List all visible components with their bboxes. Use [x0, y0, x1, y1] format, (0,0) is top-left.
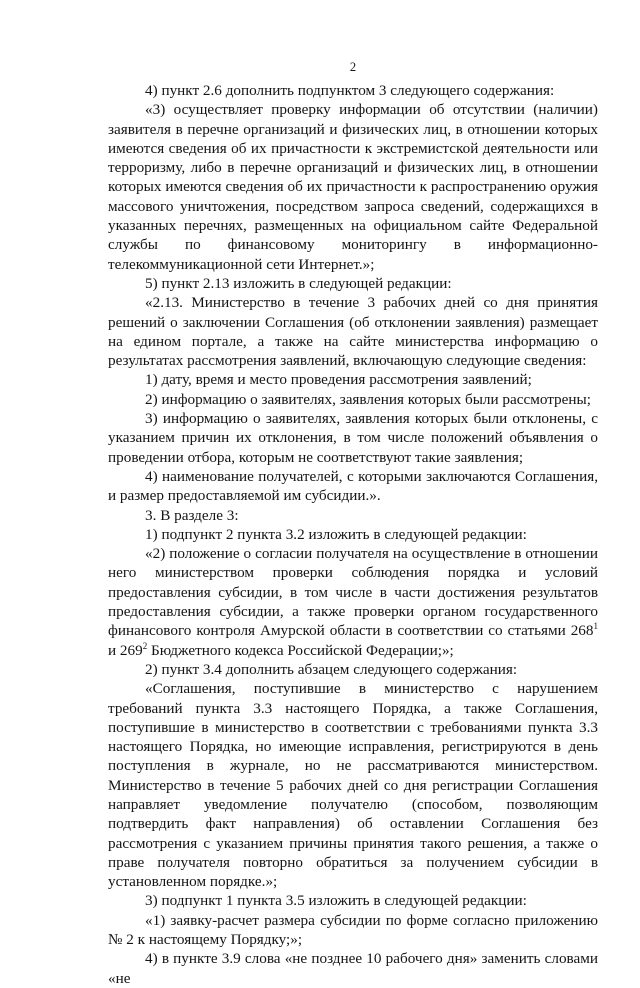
paragraph-agreements-clause: «Соглашения, поступившие в министерство с нарушением требований пункта 3.3 настоящего Порядка, а также Соглашения, поступившие в министерство в соответствии с требованиями пункта 3.3 настоящего Порядка, но имеющие исправления, регистрируются в день поступления в журнале, но не рассматриваются министерством. Министерство в течение 5 рабочих дней со дня регистрации Соглашения направляет уведомление получателю (способом, позволяющим подтвердить факт направления) об оставлении Соглашения без рассмотрения с указанием причины принятия такого решения, а также о праве получателя повторно обратиться за получением субсидии в установленном порядке.»;: [108, 680, 598, 891]
paragraph-consent-clause: [108, 544, 598, 660]
paragraph-section-3-item-1: 1) подпункт 2 пункта 3.2 изложить в следующей редакции:: [145, 525, 527, 543]
superscript-1: 1: [593, 621, 598, 632]
paragraph-section-3-item-4: 4) в пункте 3.9 слова «не позднее 10 рабочего дня» заменить словами «не: [108, 950, 598, 987]
consent-text-part-3: Бюджетного кодекса Российской Федерации;»;: [147, 641, 454, 659]
paragraph-section-3: 3. В разделе 3:: [145, 506, 239, 524]
paragraph-item-4: 4) пункт 2.6 дополнить подпунктом 3 следующего содержания:: [145, 82, 555, 99]
paragraph-list-2: 2) информацию о заявителях, заявления которых были рассмотрены;: [145, 390, 591, 408]
paragraph-list-4: 4) наименование получателей, с которыми заключаются Соглашения, и размер предоставляемой им субсидии.».: [108, 467, 598, 505]
paragraph-clause-2-13: «2.13. Министерство в течение 3 рабочих дней со дня принятия решений о заключении Соглашения (об отклонении заявления) размещает на едином портале, а также на сайте министерства информацию о результатах рассмотрения заявлений, включающую следующие сведения:: [108, 294, 598, 370]
superscript-2: 2: [142, 640, 148, 651]
paragraph-application-clause: «1) заявку-расчет размера субсидии по форме согласно приложению № 2 к настоящему Порядку;»;: [108, 911, 598, 949]
paragraph-list-1: 1) дату, время и место проведения рассмотрения заявлений;: [145, 371, 532, 389]
consent-text-part-1: «2) положение о согласии получателя на осуществление в отношении него министерством проверки соблюдения порядка и условий предоставления субсидии, в том числе в части достижения результатов предоставления субсидии, а также проверки органом государственного финансового контроля Амурской области в соответствии со статьями 268: [108, 545, 598, 640]
paragraph-section-3-item-2: 2) пункт 3.4 дополнить абзацем следующего содержания:: [145, 660, 518, 678]
paragraph-list-3: 3) информацию о заявителях, заявления которых были отклонены, с указанием причин их отклонения, в том числе положений объявления о проведении отбора, которым не соответствуют такие заявления;: [108, 410, 598, 466]
paragraph-item-5: 5) пункт 2.13 изложить в следующей редакции:: [145, 274, 452, 292]
consent-text-part-2: и 269: [108, 641, 143, 659]
paragraph-section-3-item-3: 3) подпункт 1 пункта 3.5 изложить в следующей редакции:: [145, 892, 527, 910]
paragraph-subitem-3-text: «3) осуществляет проверку информации об отсутствии (наличии) заявителя в перечне организаций и физических лиц, в отношении которых имеются сведения об их причастности к экстремистской деятельности или терроризму, либо в перечне организаций и физических лиц, в отношении которых имеются сведения об их причастности к распространению оружия массового уничтожения, посредством запроса сведений, содержащихся в указанных перечнях, размещенных на официальном сайте Федеральной службы по финансовому мониторингу в информационно-телекоммуникационной сети Интернет.»;: [108, 101, 598, 273]
page-number: 2: [349, 60, 357, 74]
